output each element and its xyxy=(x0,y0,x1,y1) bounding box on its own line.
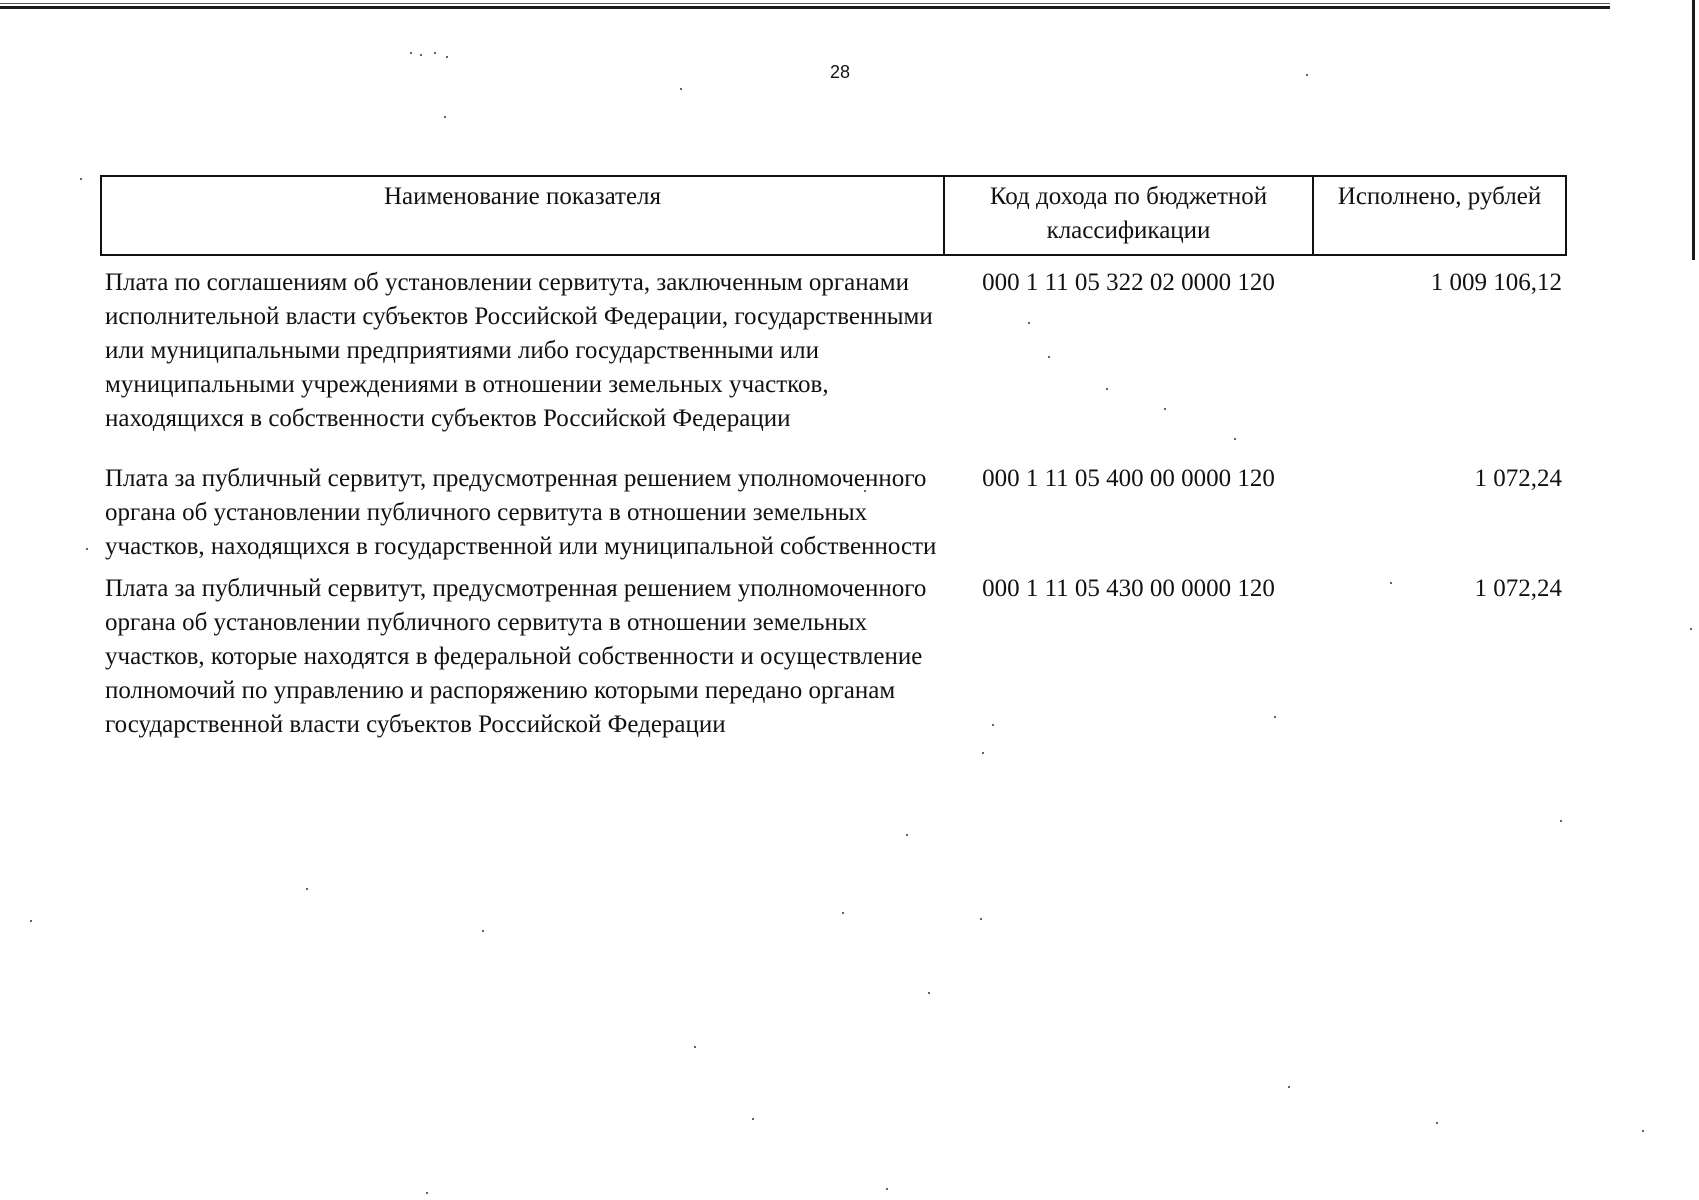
scan-speck xyxy=(680,88,682,90)
scan-speck xyxy=(444,116,446,118)
row-indicator-name: Плата за публичный сервитут, предусмотренная решением уполномоченного органа об установлении публичного сервитута в отношении земельных участков, которые находятся в федеральной собственности и осуществление полномочий по управлению и распоряжению которыми передано органам государственной власти субъектов Российской Федерации xyxy=(105,575,927,738)
table-header-row xyxy=(101,176,1566,255)
scan-speck xyxy=(306,888,308,890)
scan-speck xyxy=(446,56,448,58)
row-executed-amount: 1 072,24 xyxy=(1474,575,1562,602)
spacer-row xyxy=(101,436,1566,462)
scan-speck xyxy=(482,930,484,932)
scan-speck xyxy=(928,992,930,994)
scan-speck xyxy=(410,52,412,54)
scan-speck xyxy=(752,1118,754,1120)
revenue-table-container xyxy=(100,175,1565,742)
scan-speck xyxy=(982,752,984,754)
scan-speck xyxy=(434,52,436,54)
scan-speck xyxy=(886,1188,888,1190)
scan-speck xyxy=(30,920,32,922)
row-executed-amount: 1 009 106,12 xyxy=(1430,269,1562,296)
scan-speck xyxy=(1560,820,1562,822)
table-row xyxy=(101,266,1566,436)
scan-right-border xyxy=(1692,0,1695,260)
row-budget-code: 000 1 11 05 400 00 0000 120 xyxy=(982,465,1275,492)
row-budget-code: 000 1 11 05 430 00 0000 120 xyxy=(982,575,1275,602)
table-row xyxy=(101,462,1566,564)
header-budget-code: Код дохода по бюджетной классификации xyxy=(944,176,1313,255)
row-budget-code: 000 1 11 05 322 02 0000 120 xyxy=(982,269,1275,296)
scan-speck xyxy=(80,178,82,180)
scan-speck xyxy=(1306,74,1308,76)
table-row xyxy=(101,572,1566,742)
scan-speck xyxy=(1288,1086,1290,1088)
scan-speck xyxy=(906,834,908,836)
spacer-row xyxy=(101,255,1566,266)
revenue-table xyxy=(100,175,1567,742)
spacer-row xyxy=(101,564,1566,572)
header-executed-amount: Исполнено, рублей xyxy=(1313,176,1566,255)
scan-speck xyxy=(86,548,88,550)
scan-speck xyxy=(1642,1130,1644,1132)
scan-top-border xyxy=(0,6,1610,9)
scan-speck xyxy=(1690,628,1692,630)
scan-speck xyxy=(694,1046,696,1048)
scan-edge-line xyxy=(0,3,1610,4)
row-executed-amount: 1 072,24 xyxy=(1474,465,1562,492)
header-indicator-name: Наименование показателя xyxy=(101,176,944,255)
scan-speck xyxy=(420,54,422,56)
scan-speck xyxy=(1436,1122,1438,1124)
row-indicator-name: Плата за публичный сервитут, предусмотренная решением уполномоченного органа об установлении публичного сервитута в отношении земельных участков, находящихся в государственной или муниципальной собственности xyxy=(105,465,937,560)
scan-speck xyxy=(980,918,982,920)
scan-speck xyxy=(426,1192,428,1194)
row-indicator-name: Плата по соглашениям об установлении сервитута, заключенным органами исполнительной власти субъектов Российской Федерации, государственными или муниципальными предприятиями либо государственными или муниципальными учреждениями в отношении земельных участков, находящихся в собственности субъектов Российской Федерации xyxy=(105,269,933,432)
scan-speck xyxy=(842,912,844,914)
page-number: 28 xyxy=(829,62,851,82)
